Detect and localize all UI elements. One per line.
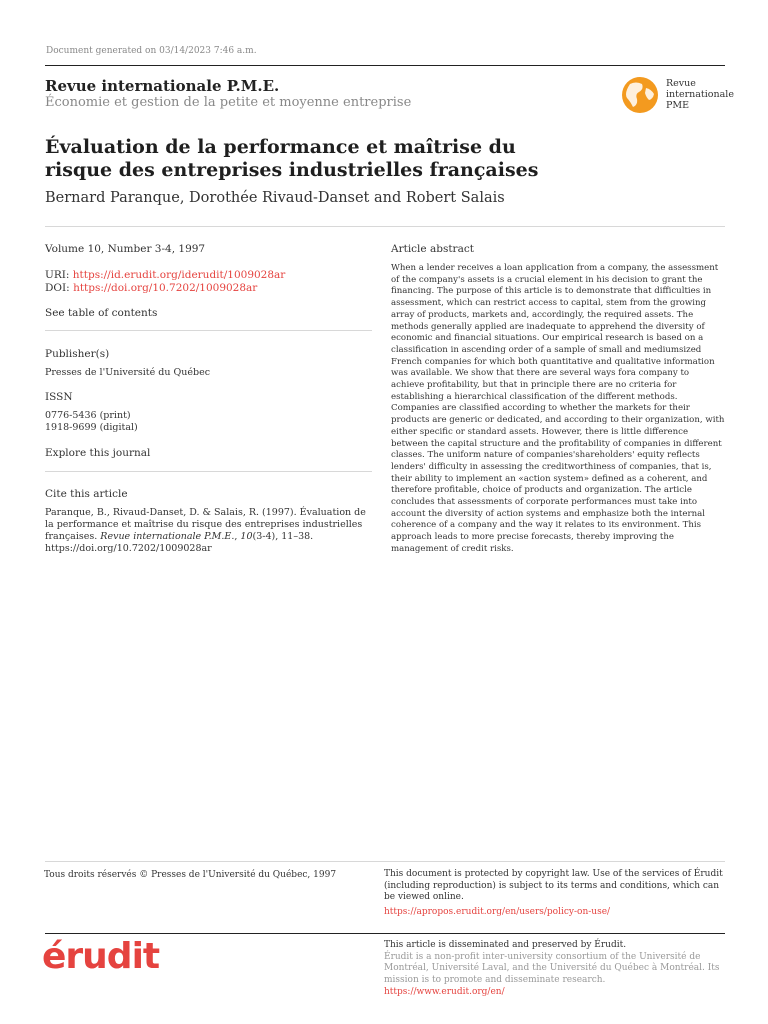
generated-date: Document generated on 03/14/2023 7:46 a.m. [46, 46, 257, 56]
citation-volume: 10 [240, 531, 253, 542]
erudit-logo: érudit [42, 936, 160, 977]
journal-title: Revue internationale P.M.E. [45, 77, 280, 95]
article-authors: Bernard Paranque, Dorothée Rivaud-Danset and Robert Salais [45, 190, 505, 206]
doi-link[interactable]: https://doi.org/10.7202/1009028ar [73, 282, 258, 294]
journal-logo [620, 74, 734, 118]
citation-text: Paranque, B., Rivaud-Danset, D. & Salais, R. (1997). Évaluation de la performance et maîtrise du risque des entreprises industrielles françaises. [45, 507, 366, 542]
erudit-description: Érudit is a non-profit inter-university consortium of the Université de Montréal, Université Laval, and the Université du Québec à Montréal. Its mission is to promote and disseminate research. [384, 951, 720, 986]
erudit-link[interactable]: https://www.erudit.org/en/ [384, 986, 505, 997]
citation-pages-doi: (3-4), 11–38. https://doi.org/10.7202/1009028ar [45, 531, 314, 554]
citation-journal: Revue internationale P.M.E. [100, 531, 235, 542]
logo-line-3: PME [666, 100, 690, 111]
logo-line-2: internationale [666, 89, 734, 100]
copyright-notice [384, 869, 724, 919]
publisher-heading: Publisher(s) [45, 348, 110, 360]
left-divider-2 [45, 471, 372, 472]
issn-print: 0776-5436 (print) [45, 410, 131, 421]
copyright-text: This document is protected by copyright law. Use of the services of Érudit (including reproduction) is subject to its terms and conditions, which can be viewed online. [384, 869, 723, 903]
doi-label: DOI: [45, 282, 70, 294]
abstract-text: When a lender receives a loan application from a company, the assessment of the company's assets is a crucial element in his decision to grant the financing. The purpose of this article is to demonstrate that difficulties in assessment, which can restrict access to capital, stem from the growing array of products, markets and, accordingly, the required assets. The methods generally applied are inadequate to apprehend the diversity of economic and financial situations. Our empirical research is based on a classification in ascending order of a sample of small and mediumsized French companies for which both quantitative and qualitative information was available. We show that there are several ways fora company to achieve profitability, but that in principle there are no criteria for establishing a hierarchical classification of the different methods. Companies are classified according to whether the markets for their products are generic or dedicated, and according to their organization, with either specific or standard assets. However, there is little difference between the capital structure and the profitability of companies in different classes. The uniform nature of companies'shareholders' equity reflects lenders' difficulty in assessing the creditworthiness of companies, that is, their ability to implement an «action system» defined as a coherent, and therefore profitable, choice of products and organization. The article concludes that assessments of corporate performances must take into account the diversity of action systems and emphasize both the internal coherence of a company and the way it relates to its environment. This approach leads to more precise forecasts, thereby improving the management of credit risks. [391, 263, 725, 554]
erudit-notice [384, 940, 724, 999]
footer-rule [45, 933, 725, 934]
table-of-contents-link[interactable]: See table of contents [45, 307, 158, 319]
top-rule [45, 65, 725, 66]
issn-digital: 1918-9699 (digital) [45, 422, 138, 433]
disseminated-text: This article is disseminated and preserved by Érudit. [384, 940, 627, 950]
explore-journal-link[interactable]: Explore this journal [45, 447, 151, 459]
article-title: Évaluation de la performance et maîtrise du risque des entreprises industrielles françaises [45, 136, 539, 181]
doi-line [45, 282, 372, 295]
globe-icon [620, 74, 662, 116]
footer-divider [45, 861, 725, 862]
section-divider [45, 226, 725, 227]
policy-link[interactable]: https://apropos.erudit.org/en/users/policy-on-use/ [384, 907, 611, 918]
journal-subtitle: Économie et gestion de la petite et moyenne entreprise [45, 95, 412, 110]
uri-line [45, 269, 372, 282]
citation [45, 507, 370, 555]
issn-heading: ISSN [45, 391, 73, 403]
publisher-name: Presses de l'Université du Québec [45, 367, 211, 378]
volume-info: Volume 10, Number 3-4, 1997 [45, 243, 206, 255]
citation-sep: , [234, 531, 241, 542]
uri-label: URI: [45, 269, 70, 281]
abstract-heading: Article abstract [391, 243, 474, 255]
left-divider-1 [45, 330, 372, 331]
logo-line-1: Revue [666, 78, 696, 89]
uri-link[interactable]: https://id.erudit.org/iderudit/1009028ar [72, 269, 286, 281]
cite-heading: Cite this article [45, 488, 128, 500]
rights-notice: Tous droits réservés © Presses de l'Université du Québec, 1997 [44, 870, 337, 880]
